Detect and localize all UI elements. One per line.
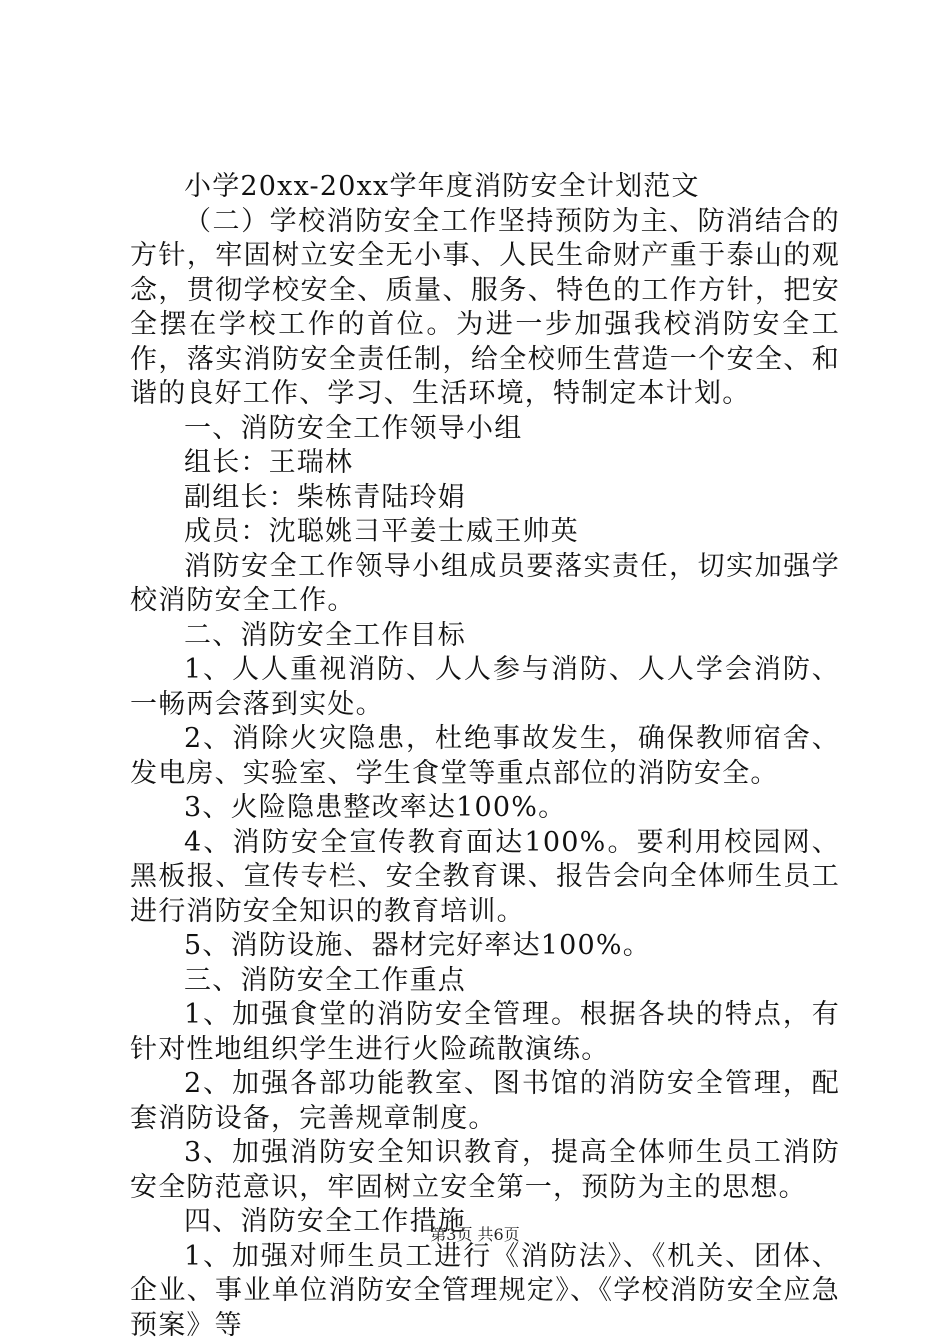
deputy-leader-line: 副组长：柴栋青陆玲娟 bbox=[184, 481, 466, 513]
document-title: 小学20xx-20xx学年度消防安全计划范文 bbox=[184, 171, 700, 202]
page-number-footer: 第3页 共6页 bbox=[430, 1225, 520, 1244]
goal-item-1: 1、人人重视消防、人人参与消防、人人学会消防、一畅两会落到实处。 bbox=[130, 654, 840, 720]
paragraph-intro: （二）学校消防安全工作坚持预防为主、防消结合的方针，牢固树立安全无小事、人民生命财产重于泰山的观念，贯彻学校安全、质量、服务、特色的工作方针，把安全摆在学校工作的首位。为进一步加强我校消防安全工作，落实消防安全责任制，给全校师生营造一个安全、和谐的良好工作、学习、生活环境，特制定本计划。 bbox=[130, 205, 840, 409]
goal-item-4: 4、消防安全宣传教育面达100%。要利用校园网、黑板报、宣传专栏、安全教育课、报告会向全体师生员工进行消防安全知识的教育培训。 bbox=[130, 826, 840, 927]
section-heading-4: 四、消防安全工作措施 bbox=[184, 1206, 466, 1237]
document-body bbox=[130, 170, 840, 1343]
goal-item-2: 2、消除火灾隐患，杜绝事故发生，确保教师宿舍、发电房、实验室、学生食堂等重点部位的消防安全。 bbox=[130, 723, 840, 789]
focus-item-1: 1、加强食堂的消防安全管理。根据各块的特点，有针对性地组织学生进行火险疏散演练。 bbox=[130, 999, 840, 1065]
focus-item-2: 2、加强各部功能教室、图书馆的消防安全管理，配套消防设备，完善规章制度。 bbox=[130, 1068, 840, 1134]
members-line: 成员：沈聪姚彐平姜士威王帅英 bbox=[184, 516, 579, 547]
measure-item-1: 1、加强对师生员工进行《消防法》、《机关、团体、企业、事业单位消防安全管理规定》、《学校消防安全应急预案》等 bbox=[130, 1240, 840, 1341]
section-heading-1: 一、消防安全工作领导小组 bbox=[184, 412, 523, 444]
section-heading-2: 二、消防安全工作目标 bbox=[184, 619, 466, 651]
goal-item-5: 5、消防设施、器材完好率达100%。 bbox=[184, 930, 651, 961]
focus-item-3: 3、加强消防安全知识教育，提高全体师生员工消防安全防范意识，牢固树立安全第一，预防为主的思想。 bbox=[130, 1137, 840, 1203]
section-heading-3: 三、消防安全工作重点 bbox=[184, 964, 466, 996]
goal-item-3: 3、火险隐患整改率达100%。 bbox=[184, 792, 567, 823]
leader-line: 组长：王瑞林 bbox=[184, 447, 354, 478]
paragraph-responsibility: 消防安全工作领导小组成员要落实责任，切实加强学校消防安全工作。 bbox=[130, 550, 840, 616]
